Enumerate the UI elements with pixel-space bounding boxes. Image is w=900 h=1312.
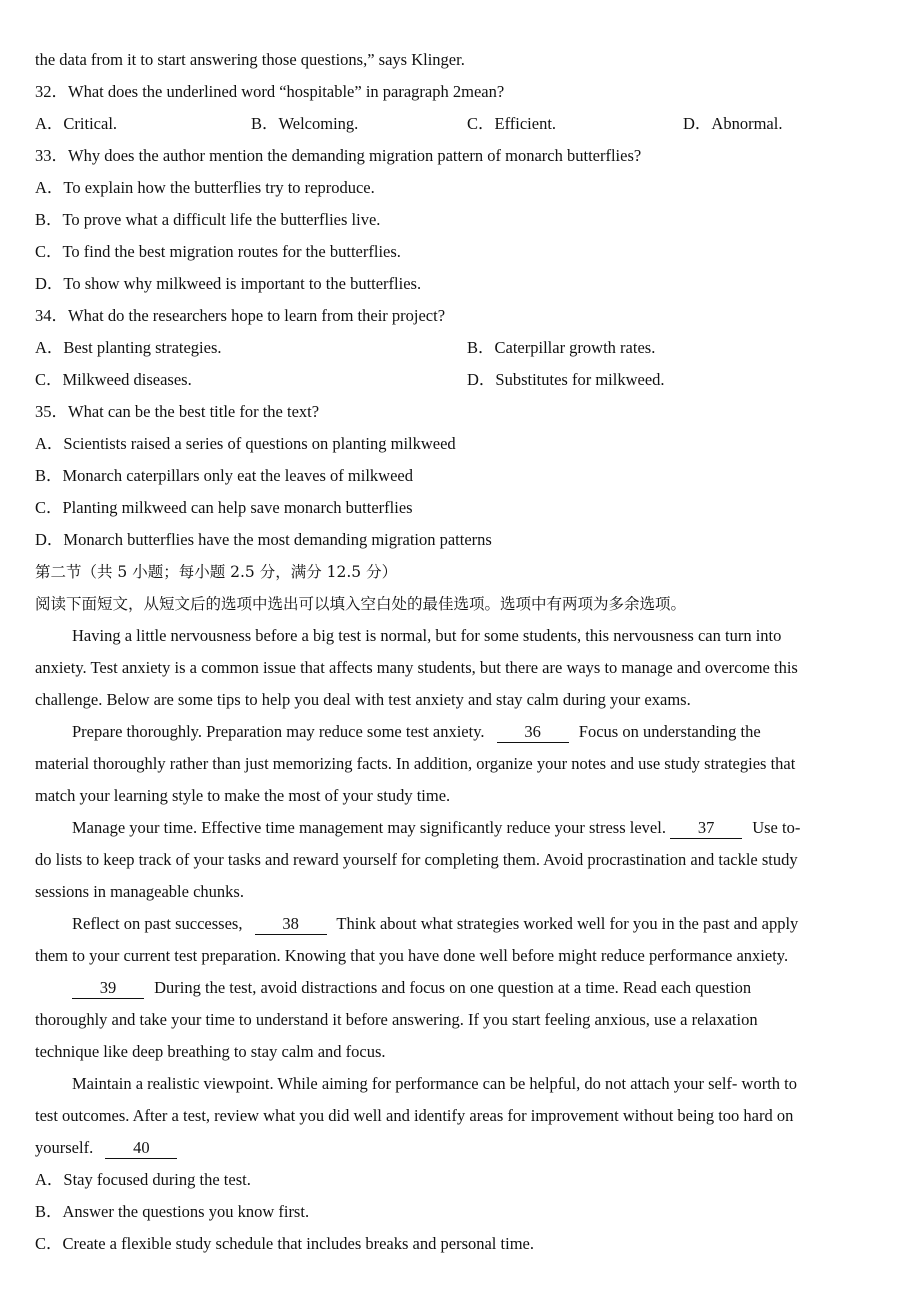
passage-p1-line2: anxiety. Test anxiety is a common issue that affects many students, but there are ways to manage and overcome this xyxy=(35,658,798,677)
q33-option-c: C．To find the best migration routes for the butterflies. xyxy=(35,242,401,261)
p5-text-after: During the test, avoid distractions and focus on one question at a time. Read each question xyxy=(154,978,752,997)
p4-text-before: Reflect on past successes, xyxy=(72,914,243,933)
q35-option-a: A．Scientists raised a series of questions on planting milkweed xyxy=(35,434,456,453)
question-34-options-row1 xyxy=(35,332,875,364)
q35-option-b: B．Monarch caterpillars only eat the leaves of milkweed xyxy=(35,466,413,485)
section-heading: 第二节（共 5 小题；每小题 2.5 分，满分 12.5 分） xyxy=(35,563,398,581)
q32-option-c: C．Efficient. xyxy=(467,114,557,133)
passage-p4-line1 xyxy=(72,908,798,940)
passage-p6-line2: test outcomes. After a test, review what you did well and identify areas for improvement without being too hard on xyxy=(35,1106,794,1125)
p4-text-after: Think about what strategies worked well for you in the past and apply xyxy=(336,914,799,933)
q32-option-a: A．Critical. xyxy=(35,114,118,133)
blank-36[interactable]: 36 xyxy=(497,722,569,743)
passage-p3-line2: do lists to keep track of your tasks and reward yourself for completing them. Avoid procrastination and tackle study xyxy=(35,850,798,869)
passage-p4-line2: them to your current test preparation. Knowing that you have done well before might reduce performance anxiety. xyxy=(35,946,789,965)
passage-p2-line2: material thoroughly rather than just memorizing facts. In addition, organize your notes and use study strategies that xyxy=(35,754,796,773)
question-35-stem: 35．What can be the best title for the text? xyxy=(35,402,320,421)
p2-text-after: Focus on understanding the xyxy=(578,722,761,741)
p6-text-before: yourself. xyxy=(35,1138,94,1157)
question-33-stem: 33．Why does the author mention the demanding migration pattern of monarch butterflies? xyxy=(35,146,642,165)
blank-37[interactable]: 37 xyxy=(670,818,742,839)
q35-option-d: D．Monarch butterflies have the most demanding migration patterns xyxy=(35,530,492,549)
q34-option-b: B．Caterpillar growth rates. xyxy=(467,338,656,357)
passage-tail: the data from it to start answering those questions,” says Klinger. xyxy=(35,50,465,69)
passage-p2-line1 xyxy=(72,716,761,748)
choice-c: C．Create a flexible study schedule that includes breaks and personal time. xyxy=(35,1234,534,1253)
passage-p2-line3: match your learning style to make the most of your study time. xyxy=(35,786,451,805)
passage-p1-line3: challenge. Below are some tips to help you deal with test anxiety and stay calm during your exams. xyxy=(35,690,691,709)
question-32-options xyxy=(35,108,875,140)
passage-p1-line1: Having a little nervousness before a big test is normal, but for some students, this nervousness can turn into xyxy=(72,626,782,645)
passage-p3-line1 xyxy=(72,812,800,844)
q34-option-c: C．Milkweed diseases. xyxy=(35,370,192,389)
q33-option-b: B．To prove what a difficult life the butterflies live. xyxy=(35,210,381,229)
passage-p5-line2: thoroughly and take your time to understand it before answering. If you start feeling anxious, use a relaxation xyxy=(35,1010,758,1029)
q32-option-b: B．Welcoming. xyxy=(251,114,359,133)
p2-text-before: Prepare thoroughly. Preparation may reduce some test anxiety. xyxy=(72,722,485,741)
question-34-stem: 34．What do the researchers hope to learn from their project? xyxy=(35,306,446,325)
question-32-stem: 32．What does the underlined word “hospitable” in paragraph 2mean? xyxy=(35,82,505,101)
blank-38[interactable]: 38 xyxy=(255,914,327,935)
section-instruction: 阅读下面短文，从短文后的选项中选出可以填入空白处的最佳选项。选项中有两项为多余选项。 xyxy=(35,595,687,613)
passage-p6-line1: Maintain a realistic viewpoint. While aiming for performance can be helpful, do not attach your self- worth to xyxy=(72,1074,798,1093)
q34-option-a: A．Best planting strategies. xyxy=(35,338,222,357)
blank-40[interactable]: 40 xyxy=(105,1138,177,1159)
choice-a: A．Stay focused during the test. xyxy=(35,1170,251,1189)
choice-b: B．Answer the questions you know first. xyxy=(35,1202,310,1221)
q34-option-d: D．Substitutes for milkweed. xyxy=(467,370,665,389)
passage-p5-line3: technique like deep breathing to stay calm and focus. xyxy=(35,1042,386,1061)
passage-p5-line1 xyxy=(72,972,751,1004)
blank-39[interactable]: 39 xyxy=(72,978,144,999)
q32-option-d: D．Abnormal. xyxy=(683,114,783,133)
p3-text-before: Manage your time. Effective time management may significantly reduce your stress level. xyxy=(72,818,666,837)
q35-option-c: C．Planting milkweed can help save monarch butterflies xyxy=(35,498,413,517)
q33-option-a: A．To explain how the butterflies try to reproduce. xyxy=(35,178,375,197)
q33-option-d: D．To show why milkweed is important to the butterflies. xyxy=(35,274,422,293)
passage-p6-line3 xyxy=(35,1132,177,1164)
passage-p3-line3: sessions in manageable chunks. xyxy=(35,882,244,901)
p3-text-after: Use to- xyxy=(752,818,801,837)
question-34-options-row2 xyxy=(35,364,875,396)
